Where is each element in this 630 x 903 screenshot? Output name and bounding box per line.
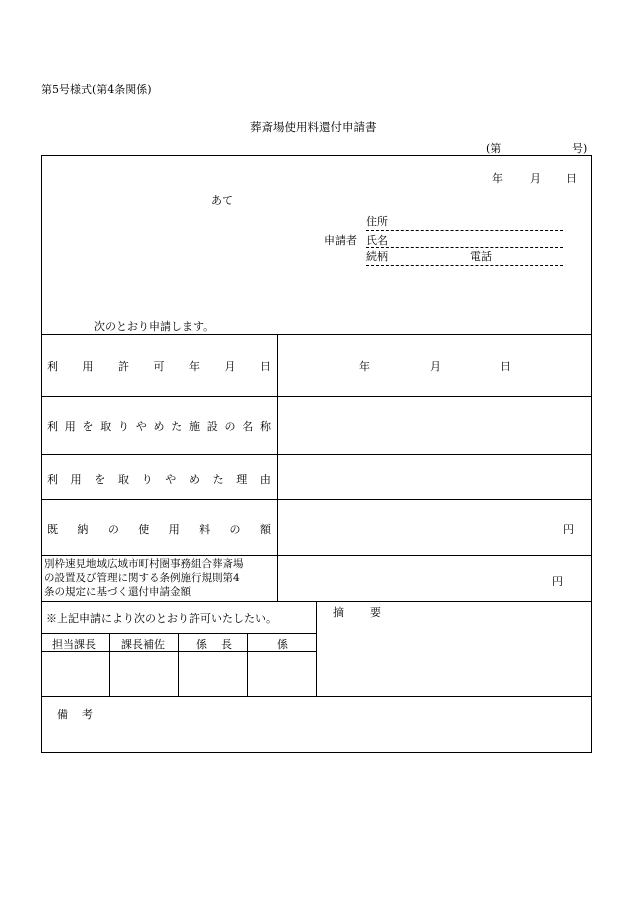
stamp-chief-label: 担当課長 xyxy=(52,638,96,651)
stamp-staff-label: 係 xyxy=(277,638,288,651)
refund-currency: 円 xyxy=(552,575,563,588)
stamp-divider xyxy=(247,633,248,696)
document-title: 葬斎場使用料還付申請書 xyxy=(250,120,377,134)
facility-name-label: 利 用 を 取 り や め た 施 設 の 名 称 xyxy=(47,420,271,433)
permit-date-label: 利 用 許 可 年 月 日 xyxy=(47,360,271,373)
summary-label-b: 要 xyxy=(370,606,381,619)
permit-year: 年 xyxy=(359,360,370,373)
address-line[interactable] xyxy=(366,230,563,231)
addressee: あて xyxy=(211,194,233,207)
row-divider xyxy=(41,454,592,455)
remarks-label-b: 考 xyxy=(82,708,93,721)
name-label: 氏名 xyxy=(366,234,388,247)
stamp-divider xyxy=(178,633,179,696)
row-divider xyxy=(41,396,592,397)
stamp-assistant-label: 課長補佐 xyxy=(121,638,165,651)
permit-day: 日 xyxy=(500,360,511,373)
row-divider xyxy=(41,555,592,556)
remarks-label-a: 備 xyxy=(57,708,68,721)
stamp-subchief-label-b: 長 xyxy=(221,638,232,651)
paid-fee-label: 既 納 の 使 用 料 の 額 xyxy=(47,523,271,536)
stamp-divider xyxy=(109,633,110,696)
row-divider xyxy=(41,696,592,697)
serial-open: (第 xyxy=(486,142,502,155)
relation-label: 続柄 xyxy=(366,250,388,263)
statement: 次のとおり申請します。 xyxy=(94,320,215,333)
reason-label: 利 用 を 取 り や め た 理 由 xyxy=(47,473,271,486)
summary-divider xyxy=(316,601,317,696)
stamp-subchief-label-a: 係 xyxy=(196,638,207,651)
row-divider xyxy=(41,499,592,500)
form-number: 第5号様式(第4条関係) xyxy=(41,83,152,96)
phone-label: 電話 xyxy=(470,250,492,263)
applicant-label: 申請者 xyxy=(324,234,357,247)
date-month: 月 xyxy=(530,172,541,185)
paid-fee-currency: 円 xyxy=(563,523,574,536)
serial-close: 号) xyxy=(572,142,588,155)
summary-label-a: 摘 xyxy=(333,606,344,619)
date-day: 日 xyxy=(566,172,577,185)
refund-label-line-3: 条の規定に基づく還付申請金額 xyxy=(44,586,191,598)
column-divider xyxy=(277,334,278,601)
date-year: 年 xyxy=(492,172,503,185)
permit-month: 月 xyxy=(430,360,441,373)
refund-label-line-2: の設置及び管理に関する条例施行規則第4 xyxy=(44,572,240,584)
row-divider xyxy=(41,334,592,335)
approval-note: ※上記申請により次のとおり許可いたしたい。 xyxy=(46,612,277,625)
refund-label-line-1: 別枠速見地域広域市町村圏事務組合葬斎場 xyxy=(44,558,244,570)
address-label: 住所 xyxy=(366,215,388,228)
relation-line[interactable] xyxy=(366,265,563,266)
name-line[interactable] xyxy=(366,247,563,248)
